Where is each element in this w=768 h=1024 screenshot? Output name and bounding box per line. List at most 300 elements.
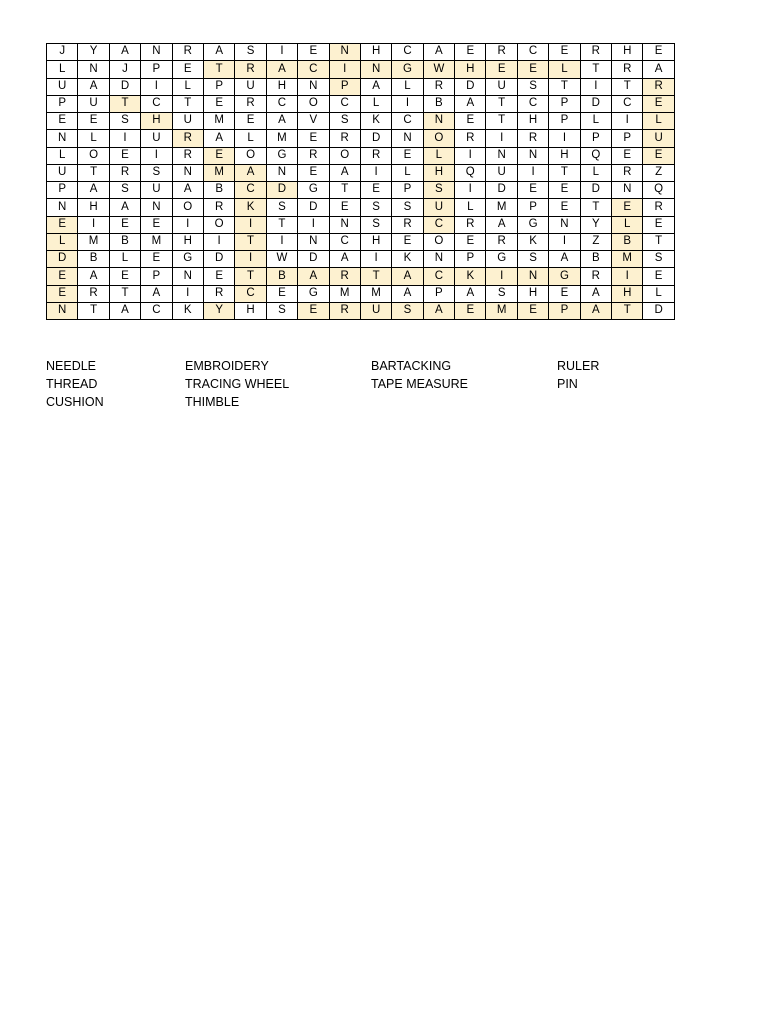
grid-cell: E — [455, 233, 486, 250]
grid-cell: D — [298, 251, 329, 268]
grid-cell: B — [78, 251, 109, 268]
grid-cell: K — [235, 199, 266, 216]
grid-cell: L — [643, 113, 674, 130]
grid-cell: E — [47, 285, 78, 302]
grid-cell: L — [549, 61, 580, 78]
grid-cell: A — [141, 285, 172, 302]
grid-cell: H — [423, 164, 454, 181]
grid-cell: R — [172, 44, 203, 61]
grid-cell: H — [141, 113, 172, 130]
grid-cell: N — [298, 233, 329, 250]
grid-cell: C — [423, 268, 454, 285]
grid-cell: R — [78, 285, 109, 302]
grid-cell: R — [392, 216, 423, 233]
grid-cell: A — [549, 251, 580, 268]
grid-cell: S — [109, 182, 140, 199]
grid-cell: E — [517, 182, 548, 199]
grid-cell: I — [235, 216, 266, 233]
grid-cell: N — [47, 302, 78, 319]
grid-cell: A — [172, 182, 203, 199]
grid-cell: A — [298, 268, 329, 285]
grid-cell: E — [203, 268, 234, 285]
grid-cell: A — [78, 78, 109, 95]
grid-cell: T — [78, 164, 109, 181]
grid-cell: J — [47, 44, 78, 61]
word-thread: THREAD — [46, 377, 98, 391]
grid-cell: E — [612, 199, 643, 216]
grid-cell: D — [266, 182, 297, 199]
grid-cell: R — [580, 44, 611, 61]
grid-cell: M — [486, 199, 517, 216]
grid-cell: E — [298, 44, 329, 61]
word-thimble: THIMBLE — [185, 395, 240, 409]
grid-cell: L — [109, 251, 140, 268]
grid-cell: R — [486, 44, 517, 61]
grid-cell: T — [266, 216, 297, 233]
grid-cell: A — [360, 78, 391, 95]
grid-cell: I — [486, 130, 517, 147]
grid-cell: E — [643, 216, 674, 233]
grid-cell: L — [392, 78, 423, 95]
grid-row — [47, 285, 675, 302]
grid-cell: S — [392, 302, 423, 319]
grid-cell: B — [580, 251, 611, 268]
grid-cell: E — [517, 61, 548, 78]
grid-cell: N — [141, 44, 172, 61]
word-list-column — [557, 357, 599, 393]
grid-row — [47, 302, 675, 319]
grid-cell: P — [423, 285, 454, 302]
grid-cell: C — [235, 182, 266, 199]
grid-cell: E — [203, 95, 234, 112]
grid-cell: R — [329, 268, 360, 285]
grid-cell: E — [549, 285, 580, 302]
grid-cell: N — [517, 147, 548, 164]
grid-cell: I — [235, 251, 266, 268]
grid-cell: I — [360, 164, 391, 181]
grid-cell: A — [392, 285, 423, 302]
grid-cell: A — [235, 164, 266, 181]
grid-cell: M — [203, 164, 234, 181]
grid-cell: L — [423, 147, 454, 164]
grid-cell: P — [47, 95, 78, 112]
grid-cell: N — [266, 164, 297, 181]
grid-cell: N — [329, 44, 360, 61]
grid-cell: I — [455, 147, 486, 164]
grid-cell: M — [360, 285, 391, 302]
grid-cell: C — [329, 95, 360, 112]
grid-cell: H — [235, 302, 266, 319]
grid-cell: T — [235, 233, 266, 250]
grid-cell: N — [47, 130, 78, 147]
grid-cell: H — [455, 61, 486, 78]
grid-cell: L — [360, 95, 391, 112]
grid-cell: K — [392, 251, 423, 268]
grid-cell: E — [141, 251, 172, 268]
grid-cell: T — [612, 78, 643, 95]
grid-cell: E — [47, 113, 78, 130]
grid-cell: L — [47, 147, 78, 164]
grid-cell: E — [329, 199, 360, 216]
grid-cell: E — [517, 302, 548, 319]
grid-cell: T — [612, 302, 643, 319]
grid-cell: C — [298, 61, 329, 78]
grid-cell: H — [78, 199, 109, 216]
grid-cell: A — [486, 216, 517, 233]
grid-cell: Y — [78, 44, 109, 61]
grid-cell: U — [141, 182, 172, 199]
grid-cell: E — [392, 147, 423, 164]
grid-cell: E — [141, 216, 172, 233]
grid-cell: G — [392, 61, 423, 78]
grid-cell: E — [643, 44, 674, 61]
grid-cell: K — [360, 113, 391, 130]
grid-cell: L — [78, 130, 109, 147]
grid-cell: E — [643, 95, 674, 112]
grid-cell: S — [517, 251, 548, 268]
grid-cell: P — [549, 302, 580, 319]
grid-cell: T — [643, 233, 674, 250]
grid-cell: A — [455, 285, 486, 302]
grid-cell: C — [266, 95, 297, 112]
grid-cell: G — [486, 251, 517, 268]
grid-cell: C — [517, 95, 548, 112]
grid-cell: D — [47, 251, 78, 268]
word-needle: NEEDLE — [46, 359, 97, 373]
grid-cell: A — [78, 182, 109, 199]
grid-cell: H — [612, 44, 643, 61]
grid-cell: E — [643, 147, 674, 164]
grid-cell: O — [172, 199, 203, 216]
grid-cell: G — [549, 268, 580, 285]
grid-cell: D — [109, 78, 140, 95]
grid-cell: B — [423, 95, 454, 112]
grid-cell: P — [329, 78, 360, 95]
grid-cell: T — [549, 164, 580, 181]
grid-cell: C — [392, 44, 423, 61]
grid-cell: R — [360, 147, 391, 164]
grid-cell: P — [549, 95, 580, 112]
grid-cell: T — [486, 95, 517, 112]
grid-cell: I — [329, 61, 360, 78]
grid-cell: N — [517, 268, 548, 285]
grid-cell: I — [172, 285, 203, 302]
grid-cell: A — [203, 44, 234, 61]
grid-cell: H — [360, 44, 391, 61]
grid-cell: C — [392, 113, 423, 130]
grid-cell: M — [486, 302, 517, 319]
grid-cell: E — [298, 164, 329, 181]
grid-cell: Q — [455, 164, 486, 181]
grid-cell: M — [203, 113, 234, 130]
grid-cell: C — [141, 95, 172, 112]
grid-cell: O — [329, 147, 360, 164]
grid-cell: R — [172, 147, 203, 164]
grid-cell: S — [486, 285, 517, 302]
grid-cell: Q — [580, 147, 611, 164]
grid-cell: G — [266, 147, 297, 164]
grid-cell: N — [423, 251, 454, 268]
grid-cell: P — [47, 182, 78, 199]
grid-cell: T — [78, 302, 109, 319]
grid-cell: S — [360, 216, 391, 233]
grid-cell: A — [266, 113, 297, 130]
grid-cell: D — [360, 130, 391, 147]
grid-cell: H — [549, 147, 580, 164]
grid-cell: R — [486, 233, 517, 250]
grid-cell: N — [78, 61, 109, 78]
grid-cell: M — [612, 251, 643, 268]
grid-cell: S — [643, 251, 674, 268]
grid-cell: S — [109, 113, 140, 130]
grid-cell: G — [172, 251, 203, 268]
grid-cell: D — [580, 182, 611, 199]
grid-cell: I — [141, 78, 172, 95]
word-embroidery: EMBROIDERY — [185, 359, 269, 373]
grid-cell: L — [47, 233, 78, 250]
grid-cell: T — [360, 268, 391, 285]
grid-cell: B — [109, 233, 140, 250]
grid-cell: E — [392, 233, 423, 250]
grid-cell: R — [109, 164, 140, 181]
grid-cell: U — [235, 78, 266, 95]
grid-cell: L — [235, 130, 266, 147]
grid-row — [47, 61, 675, 78]
grid-cell: A — [580, 302, 611, 319]
grid-cell: R — [643, 78, 674, 95]
grid-cell: E — [109, 147, 140, 164]
grid-cell: L — [643, 285, 674, 302]
grid-cell: U — [360, 302, 391, 319]
grid-cell: K — [455, 268, 486, 285]
grid-cell: P — [455, 251, 486, 268]
grid-cell: I — [298, 216, 329, 233]
grid-cell: H — [517, 113, 548, 130]
grid-cell: C — [517, 44, 548, 61]
grid-cell: A — [392, 268, 423, 285]
grid-cell: A — [78, 268, 109, 285]
grid-cell: T — [109, 285, 140, 302]
grid-cell: I — [612, 113, 643, 130]
grid-cell: L — [47, 61, 78, 78]
word-ruler: RULER — [557, 359, 600, 373]
word-list-column — [185, 357, 289, 411]
grid-cell: L — [580, 113, 611, 130]
grid-cell: U — [643, 130, 674, 147]
grid-cell: P — [141, 61, 172, 78]
grid-cell: T — [580, 61, 611, 78]
grid-cell: R — [203, 285, 234, 302]
grid-cell: B — [266, 268, 297, 285]
grid-cell: T — [109, 95, 140, 112]
grid-cell: T — [486, 113, 517, 130]
grid-row — [47, 164, 675, 181]
grid-cell: J — [109, 61, 140, 78]
grid-cell: E — [78, 113, 109, 130]
grid-cell: E — [109, 216, 140, 233]
grid-cell: O — [78, 147, 109, 164]
grid-row — [47, 147, 675, 164]
grid-cell: A — [580, 285, 611, 302]
grid-cell: L — [172, 78, 203, 95]
grid-cell: E — [486, 61, 517, 78]
grid-cell: Q — [643, 182, 674, 199]
grid-cell: N — [423, 113, 454, 130]
grid-cell: D — [455, 78, 486, 95]
grid-cell: S — [517, 78, 548, 95]
grid-cell: S — [266, 302, 297, 319]
grid-row — [47, 199, 675, 216]
grid-cell: T — [172, 95, 203, 112]
grid-cell: O — [298, 95, 329, 112]
grid-cell: A — [109, 199, 140, 216]
grid-cell: G — [517, 216, 548, 233]
grid-row — [47, 113, 675, 130]
grid-cell: E — [455, 302, 486, 319]
grid-cell: N — [360, 61, 391, 78]
grid-cell: D — [203, 251, 234, 268]
grid-cell: A — [109, 302, 140, 319]
word-list-column — [46, 357, 104, 411]
grid-cell: E — [266, 285, 297, 302]
grid-cell: C — [423, 216, 454, 233]
grid-cell: A — [423, 44, 454, 61]
grid-cell: S — [329, 113, 360, 130]
grid-cell: H — [172, 233, 203, 250]
grid-cell: T — [580, 199, 611, 216]
grid-cell: E — [235, 113, 266, 130]
grid-cell: E — [47, 268, 78, 285]
grid-cell: C — [235, 285, 266, 302]
grid-cell: C — [141, 302, 172, 319]
grid-cell: A — [109, 44, 140, 61]
grid-cell: A — [203, 130, 234, 147]
grid-cell: D — [580, 95, 611, 112]
grid-cell: A — [455, 95, 486, 112]
grid-cell: U — [141, 130, 172, 147]
grid-cell: I — [360, 251, 391, 268]
grid-cell: U — [47, 78, 78, 95]
grid-cell: I — [549, 233, 580, 250]
grid-cell: E — [455, 44, 486, 61]
grid-cell: A — [329, 251, 360, 268]
word-cushion: CUSHION — [46, 395, 104, 409]
grid-cell: R — [329, 302, 360, 319]
grid-cell: P — [392, 182, 423, 199]
grid-cell: E — [298, 302, 329, 319]
grid-cell: L — [392, 164, 423, 181]
grid-cell: R — [455, 130, 486, 147]
grid-cell: I — [141, 147, 172, 164]
grid-cell: U — [486, 164, 517, 181]
grid-cell: O — [423, 130, 454, 147]
grid-cell: W — [266, 251, 297, 268]
grid-cell: N — [612, 182, 643, 199]
grid-cell: P — [612, 130, 643, 147]
grid-cell: T — [549, 78, 580, 95]
grid-cell: C — [612, 95, 643, 112]
grid-cell: T — [235, 268, 266, 285]
grid-cell: U — [78, 95, 109, 112]
grid-cell: Z — [580, 233, 611, 250]
grid-cell: H — [517, 285, 548, 302]
grid-cell: I — [517, 164, 548, 181]
grid-cell: H — [266, 78, 297, 95]
grid-row — [47, 44, 675, 61]
grid-row — [47, 251, 675, 268]
grid-cell: L — [455, 199, 486, 216]
grid-cell: I — [612, 268, 643, 285]
grid-cell: I — [78, 216, 109, 233]
grid-cell: L — [612, 216, 643, 233]
grid-cell: P — [517, 199, 548, 216]
grid-cell: R — [612, 61, 643, 78]
grid-cell: U — [423, 199, 454, 216]
grid-cell: M — [266, 130, 297, 147]
grid-cell: E — [549, 199, 580, 216]
grid-row — [47, 78, 675, 95]
grid-cell: R — [235, 95, 266, 112]
grid-cell: R — [455, 216, 486, 233]
grid-cell: N — [172, 268, 203, 285]
grid-cell: A — [266, 61, 297, 78]
grid-cell: Y — [580, 216, 611, 233]
grid-cell: U — [47, 164, 78, 181]
grid-cell: S — [266, 199, 297, 216]
grid-cell: S — [423, 182, 454, 199]
grid-row — [47, 216, 675, 233]
grid-cell: K — [172, 302, 203, 319]
grid-cell: H — [612, 285, 643, 302]
grid-cell: E — [643, 268, 674, 285]
grid-cell: R — [298, 147, 329, 164]
grid-cell: E — [549, 44, 580, 61]
word-pin: PIN — [557, 377, 578, 391]
grid-cell: E — [549, 182, 580, 199]
grid-cell: A — [423, 302, 454, 319]
grid-cell: A — [329, 164, 360, 181]
grid-cell: U — [172, 113, 203, 130]
grid-cell: U — [486, 78, 517, 95]
grid-cell: H — [360, 233, 391, 250]
grid-cell: P — [580, 130, 611, 147]
grid-cell: G — [298, 182, 329, 199]
grid-cell: V — [298, 113, 329, 130]
grid-cell: T — [203, 61, 234, 78]
grid-cell: I — [580, 78, 611, 95]
grid-cell: R — [580, 268, 611, 285]
grid-cell: W — [423, 61, 454, 78]
grid-cell: N — [549, 216, 580, 233]
grid-cell: R — [172, 130, 203, 147]
grid-cell: N — [298, 78, 329, 95]
grid-cell: S — [141, 164, 172, 181]
grid-cell: I — [203, 233, 234, 250]
grid-cell: M — [78, 233, 109, 250]
word-tracing-wheel: TRACING WHEEL — [185, 377, 290, 391]
grid-cell: S — [360, 199, 391, 216]
grid-row — [47, 182, 675, 199]
grid-cell: N — [172, 164, 203, 181]
grid-cell: I — [109, 130, 140, 147]
grid-cell: R — [517, 130, 548, 147]
grid-cell: E — [47, 216, 78, 233]
grid-cell: D — [643, 302, 674, 319]
grid-row — [47, 130, 675, 147]
grid-cell: P — [549, 113, 580, 130]
grid-cell: A — [643, 61, 674, 78]
grid-cell: I — [392, 95, 423, 112]
